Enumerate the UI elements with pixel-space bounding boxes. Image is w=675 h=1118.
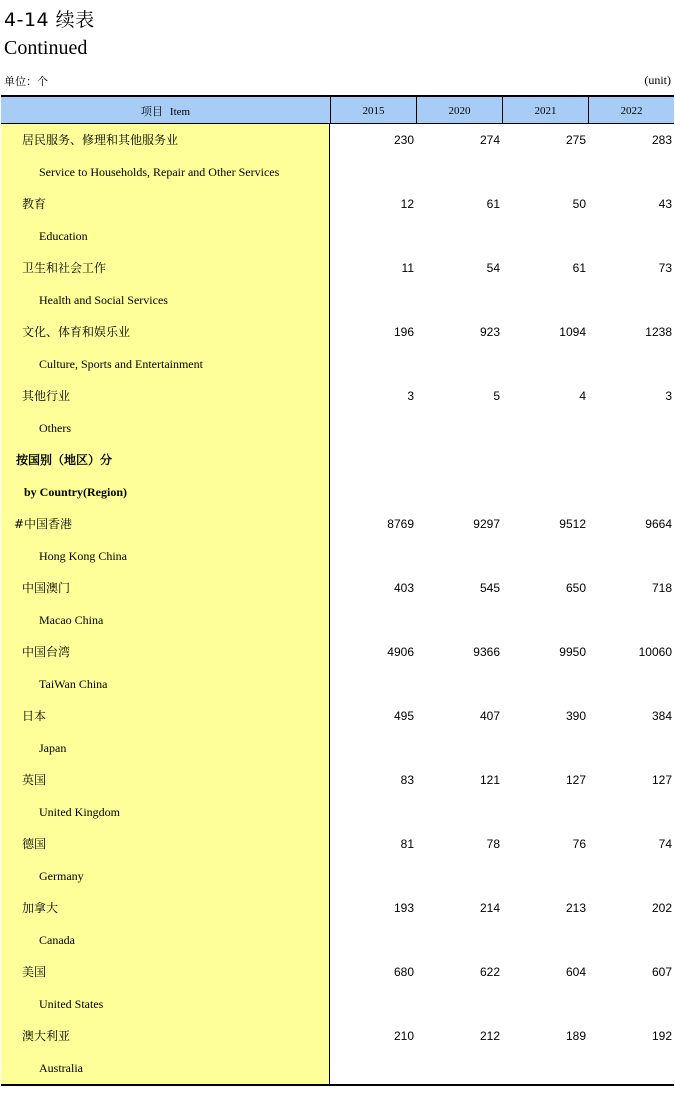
cell-value: 127 <box>565 773 586 787</box>
cell-value: 5 <box>493 389 500 403</box>
row-label-cn: 日本 <box>22 709 47 723</box>
cell-value: 192 <box>651 1029 672 1043</box>
table-row <box>1 828 674 860</box>
row-label-en: by Country(Region) <box>24 485 128 499</box>
cell-value: 11 <box>401 261 414 275</box>
cell-value: 1094 <box>559 325 586 339</box>
table-row-en <box>1 476 674 508</box>
row-label-en: Hong Kong China <box>39 549 127 563</box>
cell-value: 4906 <box>387 645 414 659</box>
cell-value: 54 <box>486 261 500 275</box>
row-label-cn: 澳大利亚 <box>22 1029 71 1043</box>
table-row-en <box>1 220 674 252</box>
table-row <box>1 124 674 156</box>
table-header <box>1 95 674 124</box>
cell-value: 9512 <box>559 517 586 531</box>
table-body <box>1 124 674 1084</box>
cell-value: 50 <box>572 197 586 211</box>
table-row <box>1 956 674 988</box>
row-label-cn: #中国香港 <box>14 517 73 531</box>
cell-value: 212 <box>479 1029 500 1043</box>
cell-value: 283 <box>651 133 672 147</box>
cell-value: 607 <box>651 965 672 979</box>
cell-value: 9950 <box>559 645 586 659</box>
year-header: 2022 <box>588 97 674 124</box>
table-row <box>1 444 674 476</box>
table-row <box>1 572 674 604</box>
row-label-en: Australia <box>39 1061 83 1075</box>
table-row <box>1 892 674 924</box>
cell-value: 8769 <box>387 517 414 531</box>
table-row <box>1 700 674 732</box>
row-label-cn: 中国澳门 <box>22 581 71 595</box>
year-header: 2021 <box>502 97 588 124</box>
cell-value: 9366 <box>473 645 500 659</box>
cell-value: 275 <box>565 133 586 147</box>
table-row-en <box>1 156 674 188</box>
cell-value: 718 <box>651 581 672 595</box>
table-row <box>1 380 674 412</box>
cell-value: 121 <box>479 773 500 787</box>
row-label-cn: 德国 <box>22 837 47 851</box>
cell-value: 74 <box>658 837 672 851</box>
cell-value: 43 <box>658 197 672 211</box>
unit-label-cn: 单位：个 <box>4 75 48 88</box>
table-row-en <box>1 860 674 892</box>
table-row-en <box>1 1052 674 1084</box>
cell-value: 12 <box>400 197 414 211</box>
row-label-en: Health and Social Services <box>39 293 168 307</box>
cell-value: 384 <box>651 709 672 723</box>
cell-value: 403 <box>393 581 414 595</box>
cell-value: 73 <box>658 261 672 275</box>
row-label-cn: 按国别（地区）分 <box>16 453 113 467</box>
table-subtitle: Continued <box>4 37 88 59</box>
table-row-en <box>1 732 674 764</box>
cell-value: 213 <box>565 901 586 915</box>
row-label-en: Macao China <box>39 613 104 627</box>
table-row-en <box>1 284 674 316</box>
cell-value: 545 <box>479 581 500 595</box>
table-row-en <box>1 924 674 956</box>
cell-value: 622 <box>479 965 500 979</box>
cell-value: 78 <box>486 837 500 851</box>
row-label-cn: 教育 <box>22 197 47 211</box>
row-label-cn: 卫生和社会工作 <box>22 261 107 275</box>
table-row-en <box>1 988 674 1020</box>
cell-value: 3 <box>665 389 672 403</box>
row-label-en: United States <box>39 997 104 1011</box>
table-row-en <box>1 604 674 636</box>
table-row-en <box>1 412 674 444</box>
cell-value: 210 <box>393 1029 414 1043</box>
cell-value: 83 <box>400 773 414 787</box>
item-column-header <box>1 97 330 124</box>
cell-value: 3 <box>407 389 414 403</box>
row-label-en: Japan <box>39 741 67 755</box>
row-label-cn: 加拿大 <box>22 901 59 915</box>
cell-value: 202 <box>651 901 672 915</box>
cell-value: 407 <box>479 709 500 723</box>
row-label-en: United Kingdom <box>39 805 120 819</box>
cell-value: 196 <box>393 325 414 339</box>
item-header-en: Item <box>169 106 191 118</box>
row-label-en: Canada <box>39 933 75 947</box>
table-row-en <box>1 540 674 572</box>
row-label-en: Germany <box>39 869 84 883</box>
table-row <box>1 252 674 284</box>
row-label-en: Others <box>39 421 71 435</box>
table-row-en <box>1 668 674 700</box>
cell-value: 495 <box>393 709 414 723</box>
cell-value: 9664 <box>645 517 672 531</box>
cell-value: 390 <box>565 709 586 723</box>
bottom-rule <box>1 1084 674 1086</box>
cell-value: 10060 <box>638 645 672 659</box>
table-row <box>1 188 674 220</box>
cell-value: 81 <box>400 837 414 851</box>
table-row <box>1 316 674 348</box>
table-row <box>1 508 674 540</box>
row-label-en: TaiWan China <box>39 677 108 691</box>
table-row <box>1 636 674 668</box>
table-row-en <box>1 348 674 380</box>
cell-value: 923 <box>479 325 500 339</box>
row-label-cn: 英国 <box>22 773 47 787</box>
row-label-cn: 美国 <box>22 965 47 979</box>
cell-value: 214 <box>479 901 500 915</box>
cell-value: 274 <box>479 133 500 147</box>
cell-value: 76 <box>572 837 586 851</box>
table-row <box>1 764 674 796</box>
table-row <box>1 1020 674 1052</box>
cell-value: 230 <box>393 133 414 147</box>
year-header: 2020 <box>416 97 502 124</box>
cell-value: 680 <box>393 965 414 979</box>
row-label-en: Culture, Sports and Entertainment <box>39 357 203 371</box>
cell-value: 604 <box>565 965 586 979</box>
cell-value: 9297 <box>473 517 500 531</box>
row-label-cn: 中国台湾 <box>22 645 71 659</box>
cell-value: 127 <box>651 773 672 787</box>
row-label-cn: 其他行业 <box>22 389 71 403</box>
row-label-cn: 居民服务、修理和其他服务业 <box>22 133 179 147</box>
cell-value: 193 <box>393 901 414 915</box>
row-label-cn: 文化、体育和娱乐业 <box>22 325 131 339</box>
row-label-en: Service to Households, Repair and Other Services <box>39 165 280 179</box>
cell-value: 650 <box>565 581 586 595</box>
cell-value: 4 <box>579 389 586 403</box>
year-header: 2015 <box>330 97 416 124</box>
item-header-cn: 项目 <box>140 105 163 118</box>
cell-value: 189 <box>565 1029 586 1043</box>
unit-label-en: (unit) <box>644 73 671 87</box>
row-label-en: Education <box>39 229 88 243</box>
cell-value: 1238 <box>645 325 672 339</box>
cell-value: 61 <box>486 197 500 211</box>
table-row-en <box>1 796 674 828</box>
table-title: 4-14 续表 <box>4 9 95 31</box>
cell-value: 61 <box>572 261 586 275</box>
